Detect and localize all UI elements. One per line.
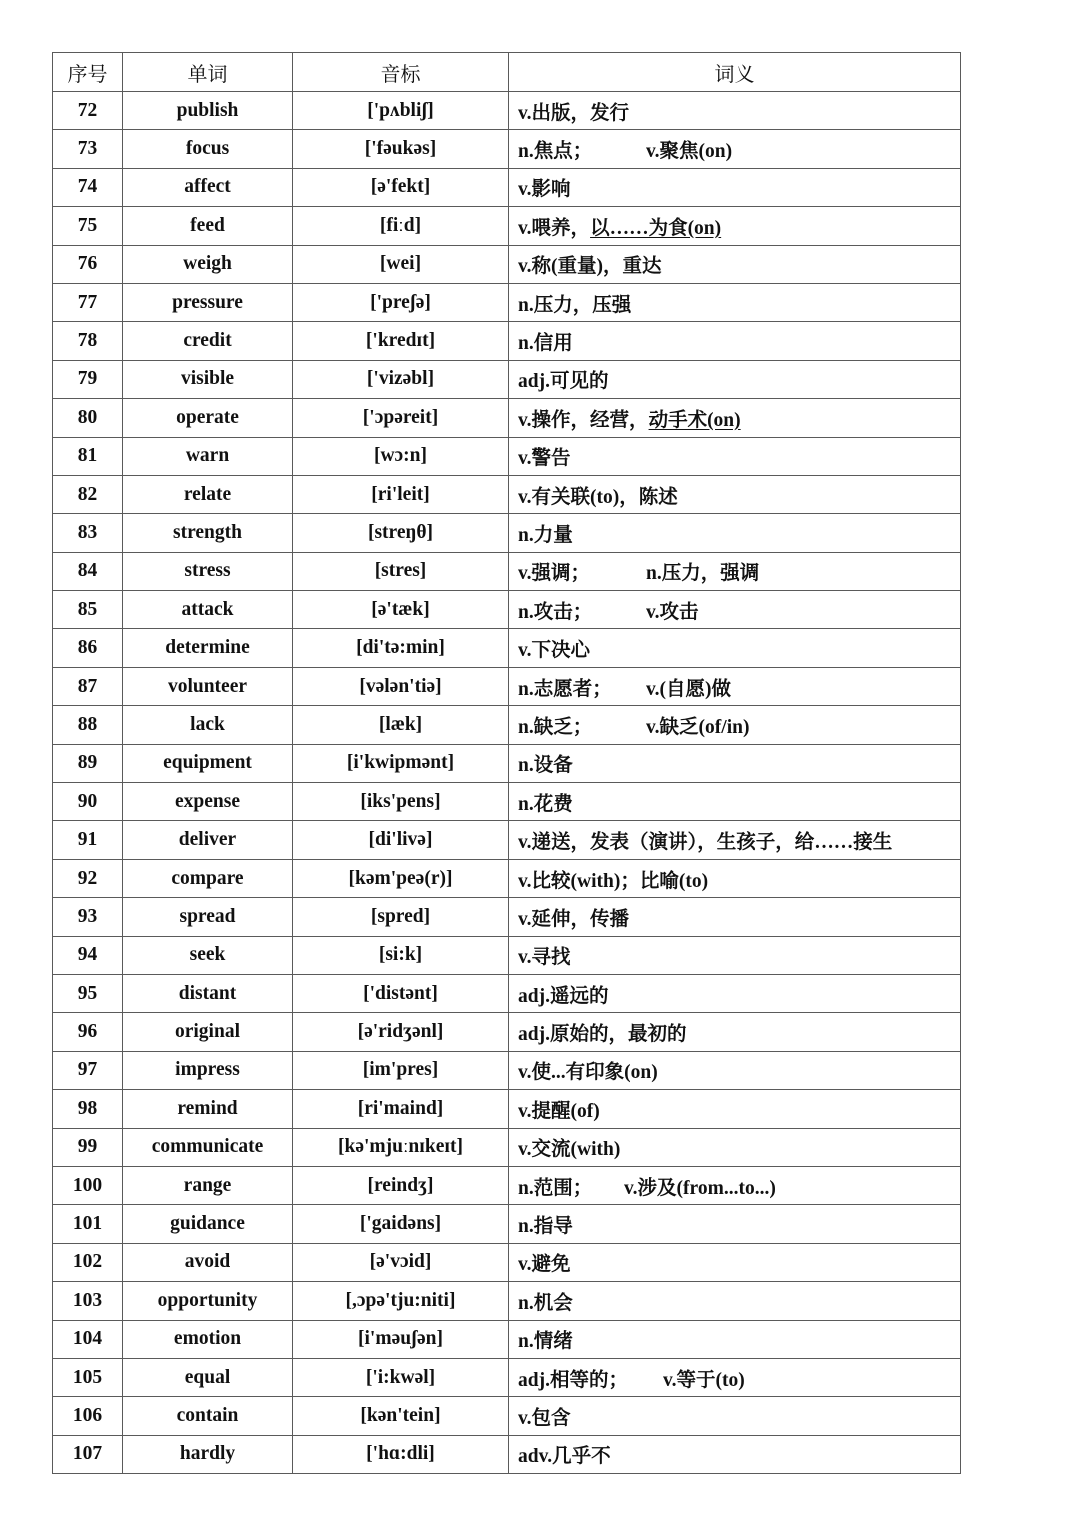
index-cell: 88 <box>53 706 123 744</box>
meaning-cell <box>509 245 961 283</box>
word-cell: publish <box>123 92 293 130</box>
meaning-cell <box>509 322 961 360</box>
phonetic-cell: [di'tə:min] <box>293 629 509 667</box>
phonetic-cell: [spred] <box>293 898 509 936</box>
meaning-cell <box>509 783 961 821</box>
word-cell: emotion <box>123 1320 293 1358</box>
meaning-text: v.避免 <box>518 1254 571 1276</box>
meaning-cell <box>509 974 961 1012</box>
meaning-text: n.焦点； <box>518 141 593 163</box>
index-cell: 93 <box>53 898 123 936</box>
word-cell: original <box>123 1013 293 1051</box>
word-cell: feed <box>123 207 293 245</box>
index-cell: 96 <box>53 1013 123 1051</box>
index-cell: 100 <box>53 1166 123 1204</box>
table-row <box>53 591 961 629</box>
word-cell: stress <box>123 552 293 590</box>
meaning-text: v.喂养， <box>518 217 591 239</box>
table-row <box>53 898 961 936</box>
table-row <box>53 283 961 321</box>
vocabulary-table <box>52 52 961 1474</box>
meaning-cell <box>509 1282 961 1320</box>
meaning-text: n.花费 <box>518 793 573 815</box>
table-row <box>53 783 961 821</box>
table-row <box>53 1013 961 1051</box>
word-cell: weigh <box>123 245 293 283</box>
index-cell: 79 <box>53 360 123 398</box>
meaning-text: v.强调； <box>518 563 591 585</box>
word-cell: operate <box>123 399 293 437</box>
index-cell: 87 <box>53 667 123 705</box>
phonetic-cell: [streŋθ] <box>293 514 509 552</box>
word-cell: attack <box>123 591 293 629</box>
phonetic-cell: [wei] <box>293 245 509 283</box>
table-row <box>53 1320 961 1358</box>
word-cell: visible <box>123 360 293 398</box>
word-cell: seek <box>123 936 293 974</box>
meaning-text: v.称(重量)，重达 <box>518 256 662 278</box>
meaning-text: adj.遥远的 <box>518 985 609 1007</box>
meaning-second-sense: v.等于(to) <box>663 1369 745 1391</box>
meaning-cell <box>509 667 961 705</box>
meaning-text: n.信用 <box>518 333 573 355</box>
meaning-cell <box>509 1320 961 1358</box>
phonetic-cell: [im'pres] <box>293 1051 509 1089</box>
table-row <box>53 360 961 398</box>
phonetic-cell: [,ɔpə'tju:niti] <box>293 1282 509 1320</box>
index-cell: 84 <box>53 552 123 590</box>
meaning-text: n.情绪 <box>518 1331 573 1353</box>
meaning-cell <box>509 629 961 667</box>
meaning-second-sense: v.涉及(from...to...) <box>624 1177 776 1199</box>
word-cell: warn <box>123 437 293 475</box>
phonetic-cell: [si:k] <box>293 936 509 974</box>
index-cell: 81 <box>53 437 123 475</box>
meaning-text: adj.可见的 <box>518 371 609 393</box>
index-cell: 82 <box>53 475 123 513</box>
word-cell: relate <box>123 475 293 513</box>
table-body <box>53 92 961 1474</box>
meaning-cell <box>509 859 961 897</box>
index-cell: 83 <box>53 514 123 552</box>
word-cell: credit <box>123 322 293 360</box>
meaning-text: n.攻击； <box>518 601 593 623</box>
meaning-cell <box>509 92 961 130</box>
table-row <box>53 399 961 437</box>
index-cell: 75 <box>53 207 123 245</box>
phonetic-cell: ['ɔpəreit] <box>293 399 509 437</box>
header-row <box>53 53 961 92</box>
phonetic-cell: [ri'maind] <box>293 1090 509 1128</box>
meaning-cell <box>509 1013 961 1051</box>
meaning-text: v.延伸，传播 <box>518 908 630 930</box>
meaning-cell <box>509 475 961 513</box>
word-cell: hardly <box>123 1435 293 1473</box>
meaning-text: n.指导 <box>518 1216 573 1238</box>
index-cell: 102 <box>53 1243 123 1281</box>
index-cell: 107 <box>53 1435 123 1473</box>
phonetic-cell: ['vizəbl] <box>293 360 509 398</box>
phonetic-cell: [vələn'tiə] <box>293 667 509 705</box>
word-cell: lack <box>123 706 293 744</box>
index-cell: 90 <box>53 783 123 821</box>
meaning-cell <box>509 1166 961 1204</box>
meaning-cell <box>509 130 961 168</box>
word-cell: contain <box>123 1397 293 1435</box>
table-row <box>53 1243 961 1281</box>
meaning-cell <box>509 1435 961 1473</box>
header-word: 单词 <box>123 53 293 92</box>
phonetic-cell: ['hɑ:dli] <box>293 1435 509 1473</box>
table-row <box>53 1090 961 1128</box>
word-cell: distant <box>123 974 293 1012</box>
header-phonetic: 音标 <box>293 53 509 92</box>
meaning-text: n.机会 <box>518 1292 573 1314</box>
table-row <box>53 168 961 206</box>
phonetic-cell: [læk] <box>293 706 509 744</box>
table-row <box>53 207 961 245</box>
word-cell: range <box>123 1166 293 1204</box>
meaning-text: n.设备 <box>518 755 573 777</box>
word-cell: remind <box>123 1090 293 1128</box>
meaning-text: n.缺乏； <box>518 716 593 738</box>
phonetic-cell: [ə'vɔid] <box>293 1243 509 1281</box>
table-row <box>53 859 961 897</box>
word-cell: pressure <box>123 283 293 321</box>
meaning-cell <box>509 591 961 629</box>
phonetic-cell: ['gaidəns] <box>293 1205 509 1243</box>
meaning-text: adj.原始的，最初的 <box>518 1024 687 1046</box>
table-row <box>53 475 961 513</box>
table-row <box>53 821 961 859</box>
word-cell: guidance <box>123 1205 293 1243</box>
word-cell: determine <box>123 629 293 667</box>
table-row <box>53 667 961 705</box>
meaning-cell <box>509 706 961 744</box>
meaning-cell <box>509 1051 961 1089</box>
phonetic-cell: [iks'pens] <box>293 783 509 821</box>
word-cell: compare <box>123 859 293 897</box>
phonetic-cell: [ə'ridʒənl] <box>293 1013 509 1051</box>
word-cell: equal <box>123 1358 293 1396</box>
meaning-text: v.警告 <box>518 448 571 470</box>
phonetic-cell: ['pʌbliʃ] <box>293 92 509 130</box>
meaning-cell <box>509 437 961 475</box>
word-cell: equipment <box>123 744 293 782</box>
index-cell: 97 <box>53 1051 123 1089</box>
table-row <box>53 552 961 590</box>
phonetic-cell: ['kredɪt] <box>293 322 509 360</box>
meaning-second-sense: v.聚焦(on) <box>646 141 733 163</box>
word-cell: opportunity <box>123 1282 293 1320</box>
index-cell: 77 <box>53 283 123 321</box>
table-row <box>53 322 961 360</box>
table-row <box>53 1205 961 1243</box>
index-cell: 106 <box>53 1397 123 1435</box>
phonetic-cell: ['distənt] <box>293 974 509 1012</box>
header-index: 序号 <box>53 53 123 92</box>
word-cell: spread <box>123 898 293 936</box>
phonetic-cell: [reindʒ] <box>293 1166 509 1204</box>
index-cell: 105 <box>53 1358 123 1396</box>
phonetic-cell: [fiːd] <box>293 207 509 245</box>
meaning-cell <box>509 283 961 321</box>
meaning-text: n.志愿者； <box>518 678 612 700</box>
meaning-text: n.压力，压强 <box>518 294 632 316</box>
table-row <box>53 744 961 782</box>
phonetic-cell: ['fəukəs] <box>293 130 509 168</box>
word-cell: avoid <box>123 1243 293 1281</box>
index-cell: 94 <box>53 936 123 974</box>
index-cell: 74 <box>53 168 123 206</box>
phonetic-cell: [i'məuʃən] <box>293 1320 509 1358</box>
table-row <box>53 1128 961 1166</box>
meaning-second-sense: v.(自愿)做 <box>646 678 732 700</box>
meaning-cell <box>509 744 961 782</box>
meaning-text: n.力量 <box>518 524 573 546</box>
meaning-text: v.使...有印象(on) <box>518 1062 658 1084</box>
meaning-cell <box>509 1397 961 1435</box>
word-cell: communicate <box>123 1128 293 1166</box>
meaning-cell <box>509 360 961 398</box>
meaning-second-sense: v.缺乏(of/in) <box>646 716 750 738</box>
meaning-text: v.交流(with) <box>518 1139 621 1161</box>
meaning-cell <box>509 821 961 859</box>
table-row <box>53 1397 961 1435</box>
meaning-cell <box>509 399 961 437</box>
index-cell: 72 <box>53 92 123 130</box>
meaning-text: adv.几乎不 <box>518 1446 611 1468</box>
phonetic-cell: [i'kwipmənt] <box>293 744 509 782</box>
meaning-cell <box>509 1090 961 1128</box>
index-cell: 103 <box>53 1282 123 1320</box>
table-row <box>53 936 961 974</box>
index-cell: 80 <box>53 399 123 437</box>
table-row <box>53 130 961 168</box>
phonetic-cell: ['preʃə] <box>293 283 509 321</box>
meaning-text: adj.相等的； <box>518 1369 628 1391</box>
index-cell: 86 <box>53 629 123 667</box>
meaning-text: v.寻找 <box>518 947 571 969</box>
meaning-text: v.包含 <box>518 1407 571 1429</box>
table-row <box>53 1166 961 1204</box>
word-cell: affect <box>123 168 293 206</box>
meaning-text: n.范围； <box>518 1177 593 1199</box>
meaning-cell <box>509 898 961 936</box>
meaning-cell <box>509 936 961 974</box>
index-cell: 104 <box>53 1320 123 1358</box>
meaning-text: v.比较(with)；比喻(to) <box>518 870 709 892</box>
meaning-cell <box>509 207 961 245</box>
table-row <box>53 437 961 475</box>
meaning-cell <box>509 1205 961 1243</box>
phonetic-cell: [ə'fekt] <box>293 168 509 206</box>
meaning-cell <box>509 514 961 552</box>
table-row <box>53 245 961 283</box>
phonetic-cell: [di'livə] <box>293 821 509 859</box>
index-cell: 95 <box>53 974 123 1012</box>
table-row <box>53 629 961 667</box>
meaning-text: v.提醒(of) <box>518 1100 600 1122</box>
word-cell: strength <box>123 514 293 552</box>
meaning-underlined-text: 动手术(on) <box>648 409 741 431</box>
index-cell: 92 <box>53 859 123 897</box>
meaning-cell <box>509 552 961 590</box>
table-row <box>53 706 961 744</box>
table-row <box>53 1282 961 1320</box>
table-row <box>53 92 961 130</box>
meaning-text: v.出版，发行 <box>518 102 630 124</box>
phonetic-cell: [kə'mjuːnɪkeɪt] <box>293 1128 509 1166</box>
table-row <box>53 1051 961 1089</box>
index-cell: 78 <box>53 322 123 360</box>
table-row <box>53 974 961 1012</box>
phonetic-cell: [ə'tæk] <box>293 591 509 629</box>
index-cell: 85 <box>53 591 123 629</box>
phonetic-cell: [kən'tein] <box>293 1397 509 1435</box>
phonetic-cell: [wɔ:n] <box>293 437 509 475</box>
meaning-text: v.递送，发表（演讲），生孩子，给……接生 <box>518 832 893 854</box>
meaning-second-sense: n.压力，强调 <box>646 563 760 585</box>
table-row <box>53 1358 961 1396</box>
word-cell: deliver <box>123 821 293 859</box>
word-cell: focus <box>123 130 293 168</box>
phonetic-cell: [stres] <box>293 552 509 590</box>
table-row <box>53 1435 961 1473</box>
meaning-underlined-text: 以……为食(on) <box>590 217 722 239</box>
meaning-cell <box>509 168 961 206</box>
meaning-cell <box>509 1128 961 1166</box>
meaning-text: v.影响 <box>518 179 571 201</box>
index-cell: 101 <box>53 1205 123 1243</box>
index-cell: 76 <box>53 245 123 283</box>
meaning-text: v.有关联(to)，陈述 <box>518 486 678 508</box>
phonetic-cell: [kəm'peə(r)] <box>293 859 509 897</box>
meaning-cell <box>509 1358 961 1396</box>
word-cell: impress <box>123 1051 293 1089</box>
index-cell: 98 <box>53 1090 123 1128</box>
index-cell: 73 <box>53 130 123 168</box>
phonetic-cell: [ri'leit] <box>293 475 509 513</box>
index-cell: 89 <box>53 744 123 782</box>
meaning-second-sense: v.攻击 <box>646 601 699 623</box>
header-meaning: 词义 <box>509 53 961 92</box>
phonetic-cell: ['i:kwəl] <box>293 1358 509 1396</box>
table-row <box>53 514 961 552</box>
meaning-cell <box>509 1243 961 1281</box>
meaning-text: v.下决心 <box>518 640 591 662</box>
meaning-text: v.操作，经营， <box>518 409 649 431</box>
index-cell: 91 <box>53 821 123 859</box>
index-cell: 99 <box>53 1128 123 1166</box>
word-cell: expense <box>123 783 293 821</box>
word-cell: volunteer <box>123 667 293 705</box>
